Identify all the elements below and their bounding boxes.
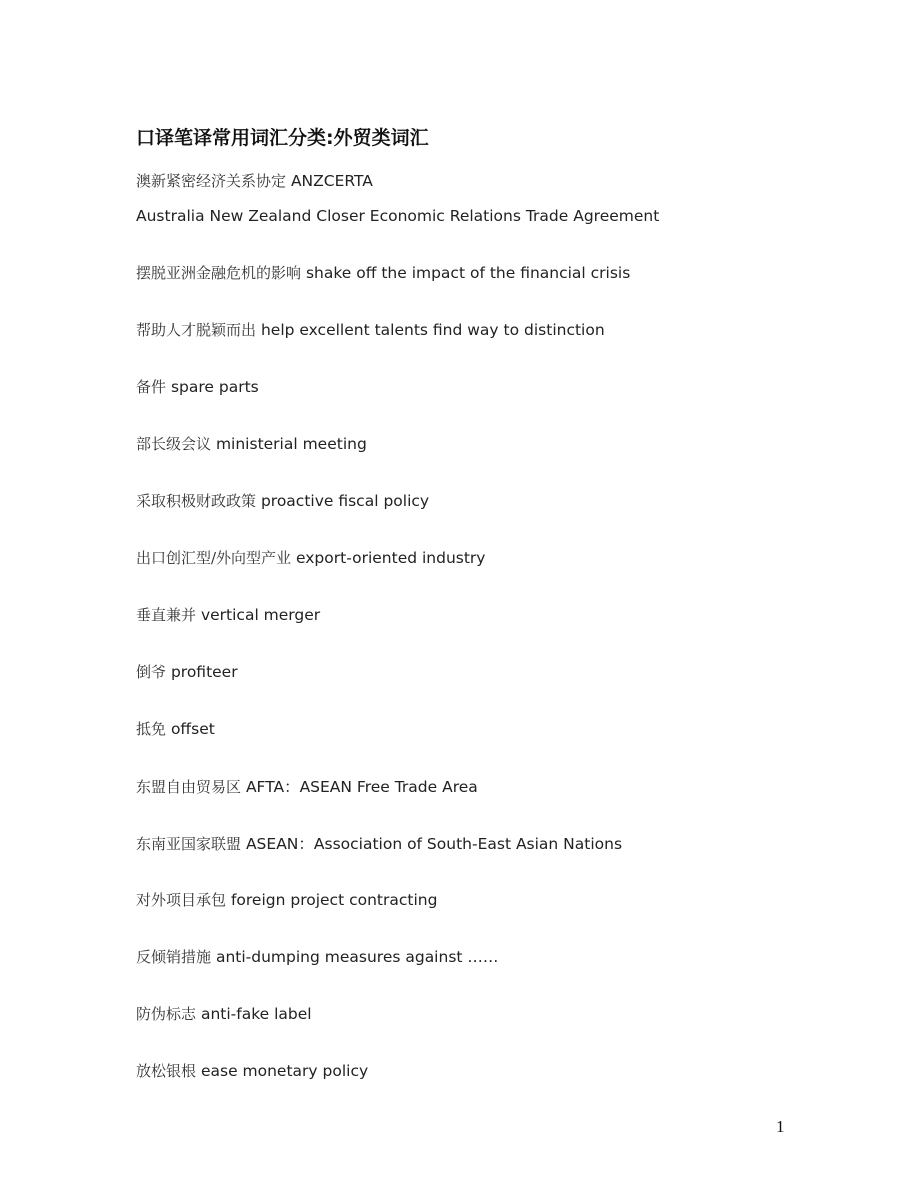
entry xyxy=(136,661,238,682)
entry xyxy=(136,490,429,511)
entry xyxy=(136,547,485,568)
entry-en: shake off the impact of the financial crisis xyxy=(305,264,631,282)
intro-zh: 澳新紧密经济关系协定 xyxy=(136,172,287,190)
entry-en: profiteer xyxy=(170,663,238,681)
document-title: 口译笔译常用词汇分类:外贸类词汇 xyxy=(136,127,429,149)
entry-zh: 反倾销措施 xyxy=(136,948,212,966)
entry xyxy=(136,262,630,283)
entry-zh: 放松银根 xyxy=(136,1062,197,1080)
entry xyxy=(136,376,259,397)
entry-zh: 对外项目承包 xyxy=(136,891,227,909)
entry xyxy=(136,1060,368,1081)
entry-zh: 摆脱亚洲金融危机的影响 xyxy=(136,264,302,282)
entry-zh: 帮助人才脱颖而出 xyxy=(136,321,257,339)
entry xyxy=(136,889,437,910)
entry-zh: 抵免 xyxy=(136,720,167,738)
entry-zh: 垂直兼并 xyxy=(136,606,197,624)
entry-zh: 部长级会议 xyxy=(136,435,212,453)
entry-zh: 倒爷 xyxy=(136,663,167,681)
entry-en: foreign project contracting xyxy=(230,891,438,909)
entry-zh: 采取积极财政政策 xyxy=(136,492,257,510)
entry-zh: 防伪标志 xyxy=(136,1005,197,1023)
entry-en: proactive fiscal policy xyxy=(260,492,430,510)
entry xyxy=(136,775,478,797)
entry-en: ease monetary policy xyxy=(200,1062,369,1080)
intro-line xyxy=(136,170,373,191)
entry-en: ASEAN：Association of South-East Asian Nations xyxy=(245,835,623,853)
entry-en: AFTA：ASEAN Free Trade Area xyxy=(245,778,478,796)
entry-en: anti-dumping measures against …… xyxy=(215,948,499,966)
entry-zh: 出口创汇型/外向型产业 xyxy=(136,549,292,567)
entry-en: ministerial meeting xyxy=(215,435,367,453)
intro-full-name: Australia New Zealand Closer Economic Relations Trade Agreement xyxy=(136,207,660,225)
entry-zh: 东盟自由贸易区 xyxy=(136,778,242,796)
entry-zh: 备件 xyxy=(136,378,167,396)
entry-en: offset xyxy=(170,720,215,738)
entry-zh: 东南亚国家联盟 xyxy=(136,835,242,853)
entry xyxy=(136,718,215,739)
entry-en: help excellent talents find way to distinction xyxy=(260,321,605,339)
entry xyxy=(136,1003,312,1024)
entry xyxy=(136,433,367,454)
entry-en: vertical merger xyxy=(200,606,321,624)
entry xyxy=(136,604,320,625)
page-number: 1 xyxy=(776,1117,785,1136)
entry-en: export-oriented industry xyxy=(296,549,486,567)
entry xyxy=(136,832,622,854)
entry-en: anti-fake label xyxy=(200,1005,312,1023)
entry xyxy=(136,946,498,967)
intro-abbr: ANZCERTA xyxy=(290,172,373,190)
entry xyxy=(136,319,605,340)
entry-en: spare parts xyxy=(170,378,259,396)
